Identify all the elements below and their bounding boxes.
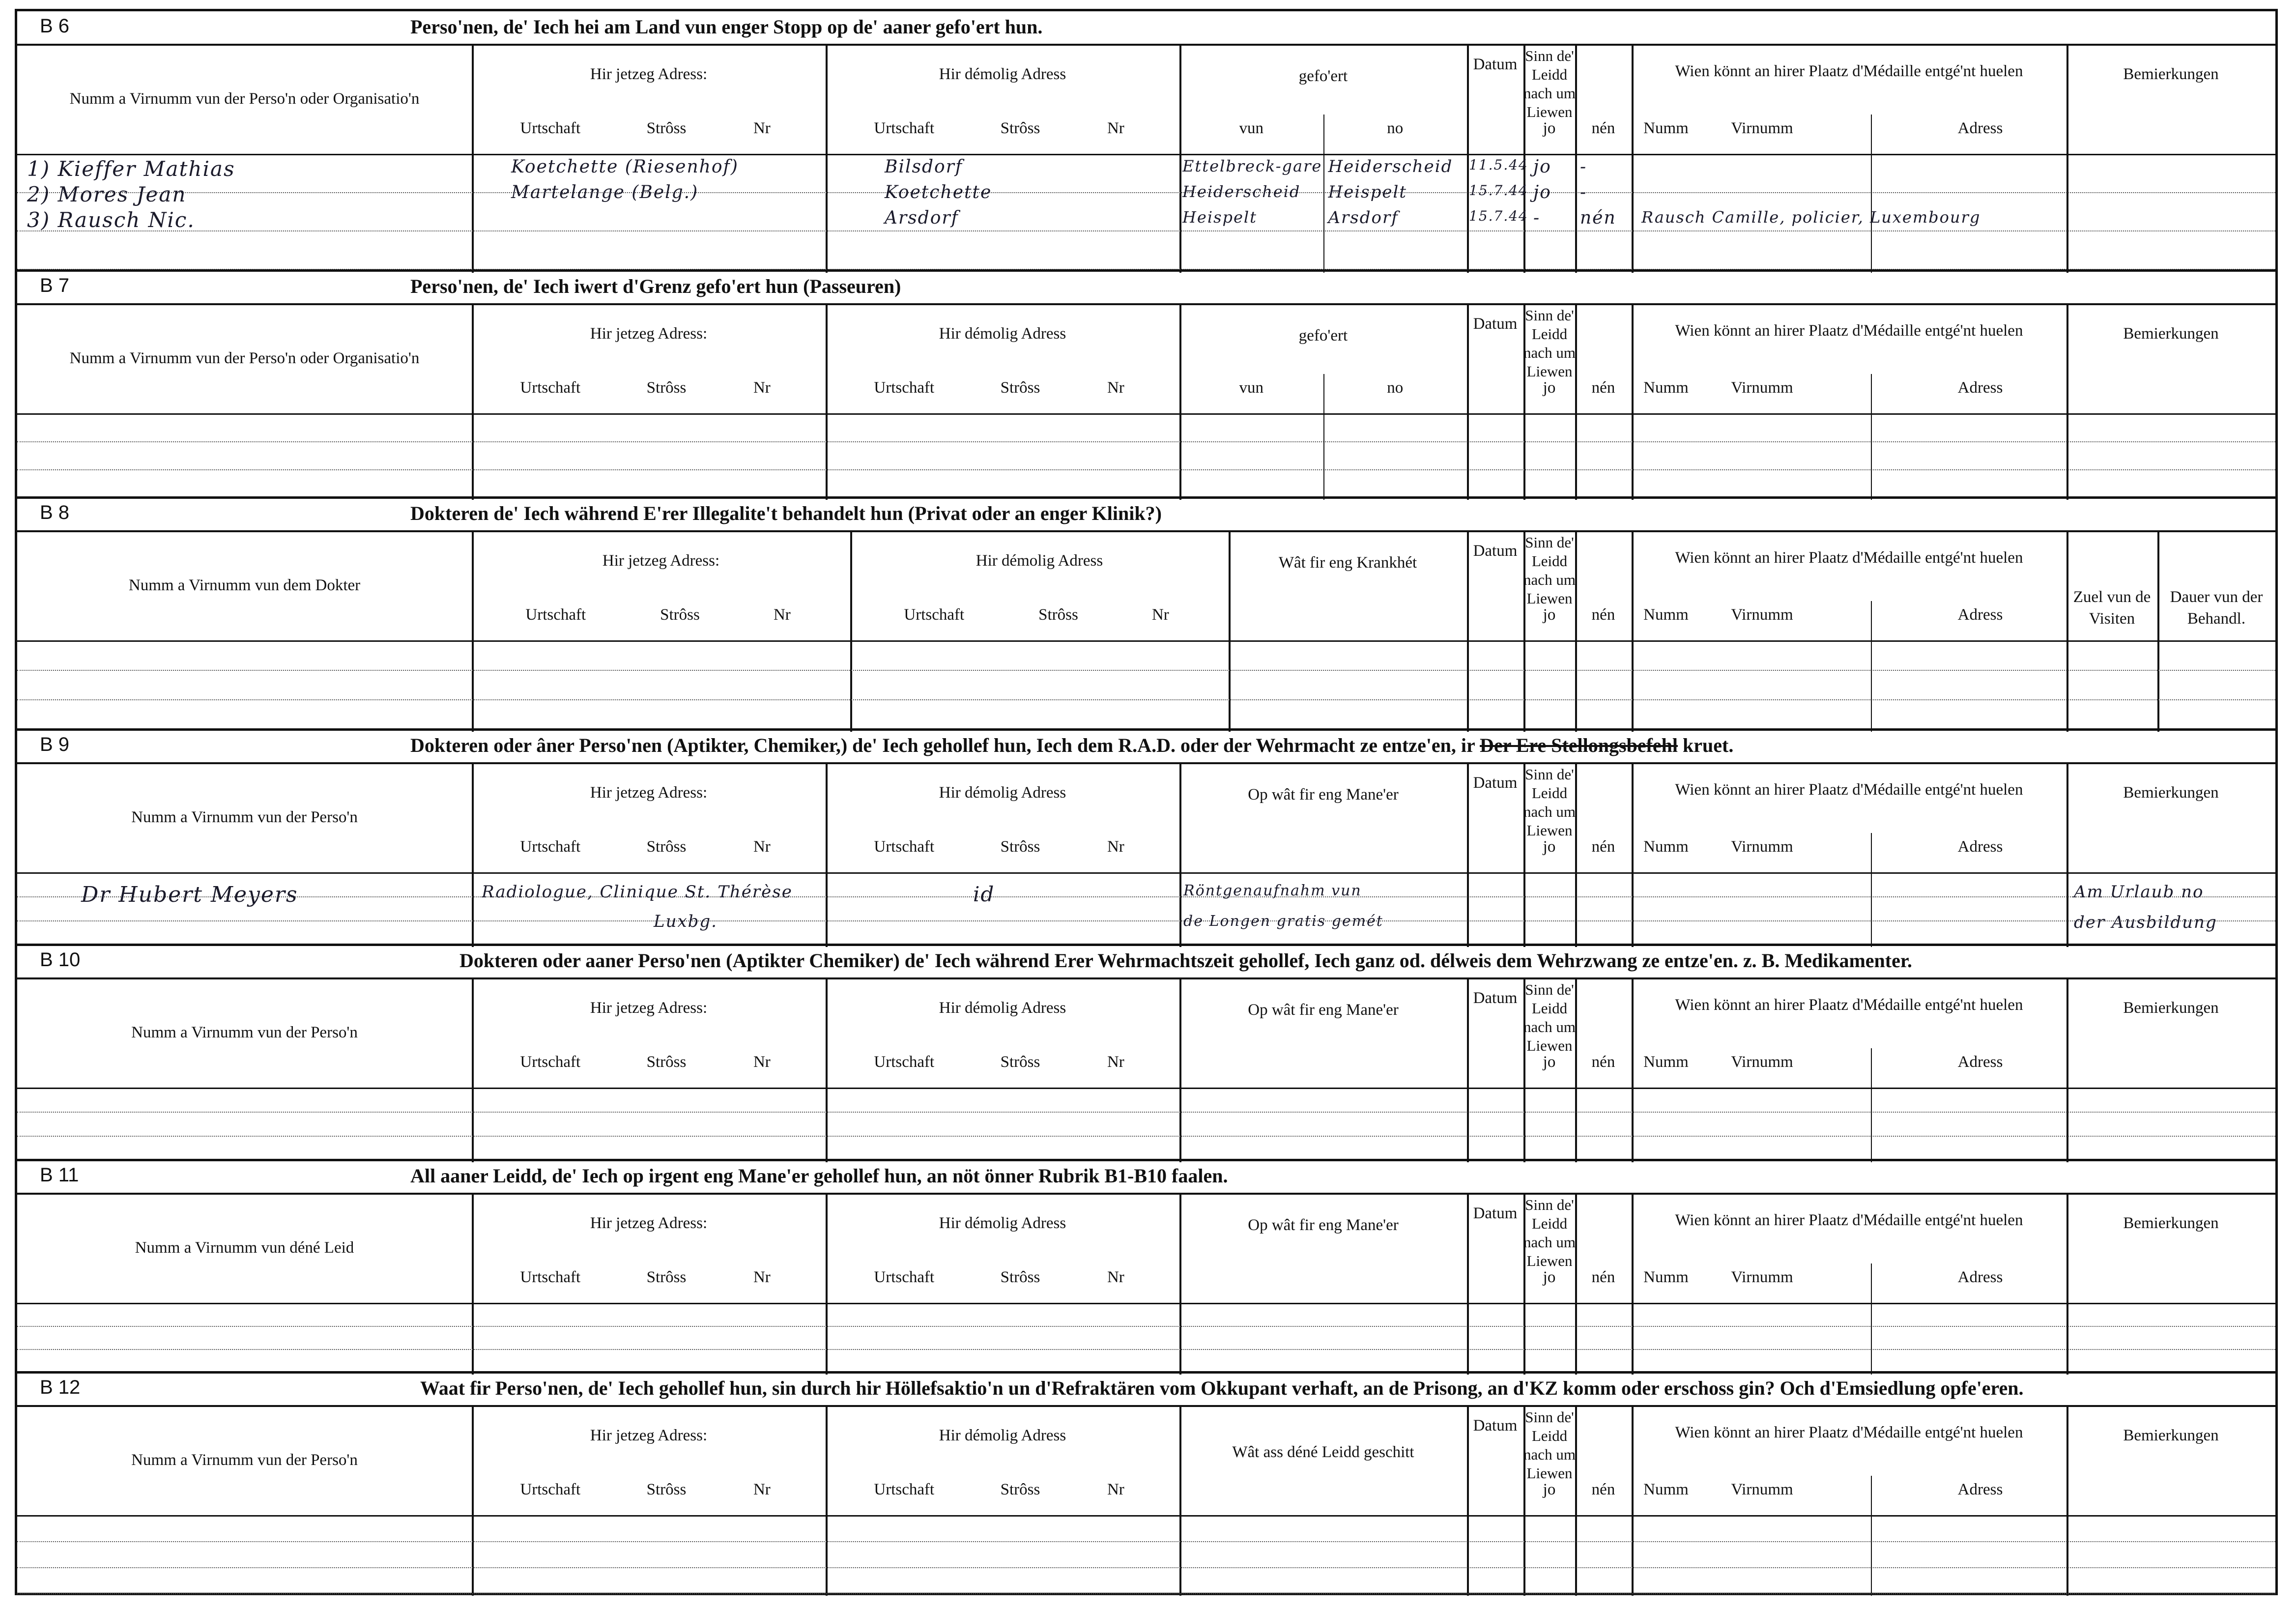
- address-subheader: Urtschaft: [520, 1481, 581, 1498]
- entry-line: [17, 230, 2275, 231]
- address-subheader: Strôss: [646, 119, 687, 137]
- entry-current-address: Martelange (Belg.): [511, 182, 699, 202]
- former-address-header: Hir démolig Adress: [939, 999, 1066, 1017]
- section-title-bar: [17, 498, 2275, 530]
- alive-header: Sinn de' Leidd nach um Liewen: [1523, 1196, 1576, 1269]
- yes-header: jo: [1543, 838, 1556, 856]
- former-address-header: Hir démolig Adress: [939, 325, 1066, 343]
- section-b9: [17, 730, 2275, 945]
- current-address-header: Hir jetzeg Adress:: [590, 784, 708, 802]
- date-header: Datum: [1473, 1417, 1518, 1435]
- section-title: Dokteren de' Iech während E'rer Illegalite't behandelt hun (Privat oder an enger Klinik?): [410, 502, 1162, 524]
- address-subheader: Strôss: [646, 1053, 687, 1071]
- section-code: B 9: [40, 734, 70, 755]
- name-column-header: Numm a Virnumm vun der Perso'n: [131, 1024, 358, 1041]
- date-header: Datum: [1473, 1205, 1518, 1222]
- medal-header: Wien könnt an hirer Plaatz d'Médaille entgé'nt huelen: [1675, 322, 2023, 340]
- date-header: Datum: [1473, 542, 1518, 560]
- medal-header: Wien könnt an hirer Plaatz d'Médaille entgé'nt huelen: [1675, 996, 2023, 1014]
- address-subheader: Strôss: [1038, 606, 1078, 624]
- refractaire-form: [15, 9, 2278, 1595]
- section-b8: [17, 498, 2275, 730]
- remarks-header: Bemierkungen: [2123, 325, 2219, 343]
- entry-remark-2: der Ausbildung: [2074, 913, 2217, 932]
- entry-line: [17, 1541, 2275, 1542]
- entry-line: [17, 699, 2275, 700]
- section-title-bar: [17, 730, 2275, 762]
- medal-name-header: Numm: [1643, 379, 1689, 397]
- former-address-header: Hir démolig Adress: [939, 784, 1066, 802]
- column-divider: [1467, 532, 1469, 732]
- address-subheader: Strôss: [646, 1268, 687, 1286]
- current-address-header: Hir jetzeg Adress:: [590, 1214, 708, 1232]
- entry-method-2: de Longen gratis gemét: [1183, 913, 1383, 930]
- alive-header: Sinn de' Leidd nach um Liewen: [1523, 1408, 1576, 1482]
- section-code: B 10: [40, 949, 81, 971]
- section-title: Waat fir Perso'nen, de' Iech gehollef hun, sin durch hir Höllefsaktio'n un d'Refraktären vom Okkupant verhaft, an de Prisong, an d'KZ komm oder erschoss gin? Och d'Emsiedlung opfe'eren.: [420, 1377, 2024, 1399]
- entry-line: [17, 1136, 2275, 1137]
- section-code: B 8: [40, 502, 70, 523]
- entry-from: Ettelbreck-gare: [1182, 157, 1322, 175]
- section-title: All aaner Leidd, de' Iech op irgent eng Mane'er gehollef hun, an nöt önner Rubrik B1-B10 faalen.: [410, 1165, 1228, 1187]
- name-column-header: Numm a Virnumm vun dem Dokter: [128, 576, 361, 594]
- no-header: nén: [1591, 119, 1615, 137]
- address-subheader: Urtschaft: [874, 379, 935, 397]
- section-title-bar: [17, 1160, 2275, 1193]
- address-subheader: Urtschaft: [520, 1053, 581, 1071]
- medal-header: Wien könnt an hirer Plaatz d'Médaille entgé'nt huelen: [1675, 62, 2023, 80]
- address-subheader: Urtschaft: [520, 838, 581, 856]
- name-column-header: Numm a Virnumm vun der Perso'n: [131, 808, 358, 826]
- current-address-header: Hir jetzeg Adress:: [590, 999, 708, 1017]
- address-subheader: Nr: [1107, 1053, 1124, 1071]
- address-subheader: Urtschaft: [520, 119, 581, 137]
- entry-medal: Rausch Camille, policier, Luxembourg: [1641, 208, 1981, 227]
- address-subheader: Nr: [1107, 119, 1124, 137]
- entry-no: -: [1580, 157, 1587, 177]
- entry-line: [17, 896, 2275, 897]
- to-header: no: [1387, 379, 1404, 397]
- sub-divider: [1871, 1263, 1872, 1375]
- yes-header: jo: [1543, 379, 1556, 397]
- header-divider: [17, 154, 2275, 155]
- entry-method: Röntgenaufnahm vun: [1183, 882, 1362, 899]
- entry-current-address-2: Luxbg.: [654, 912, 718, 931]
- medal-name-header: Numm: [1643, 1053, 1689, 1071]
- method-header: Wât fir eng Krankhét: [1278, 554, 1417, 572]
- entry-former-address: Bilsdorf: [885, 157, 963, 177]
- header-divider: [17, 1303, 2275, 1304]
- address-subheader: Urtschaft: [874, 119, 935, 137]
- section-grid: [17, 762, 2275, 947]
- entry-current-address: Koetchette (Riesenhof): [511, 157, 739, 177]
- address-subheader: Nr: [773, 606, 791, 624]
- date-header: Datum: [1473, 774, 1518, 792]
- name-column-header: Numm a Virnumm vun der Perso'n oder Organisatio'n: [69, 90, 420, 108]
- medal-header: Wien könnt an hirer Plaatz d'Médaille entgé'nt huelen: [1675, 549, 2023, 567]
- former-address-header: Hir démolig Adress: [939, 1214, 1066, 1232]
- section-title-bar: [17, 11, 2275, 44]
- section-code: B 12: [40, 1377, 81, 1398]
- method-header: gefo'ert: [1298, 67, 1348, 85]
- section-title: Perso'nen, de' Iech iwert d'Grenz gefo'ert hun (Passeuren): [410, 275, 901, 297]
- alive-header: Sinn de' Leidd nach um Liewen: [1523, 47, 1576, 120]
- former-address-header: Hir démolig Adress: [939, 65, 1066, 83]
- address-subheader: Strôss: [1000, 119, 1040, 137]
- entry-line: [17, 1567, 2275, 1568]
- name-column-header: Numm a Virnumm vun der Perso'n oder Organisatio'n: [69, 349, 420, 367]
- method-header: gefo'ert: [1298, 327, 1348, 344]
- current-address-header: Hir jetzeg Adress:: [590, 325, 708, 343]
- section-b10: [17, 945, 2275, 1160]
- address-subheader: Urtschaft: [904, 606, 965, 624]
- address-subheader: Strôss: [1000, 1481, 1040, 1498]
- no-header: nén: [1591, 606, 1615, 624]
- entry-no: nén: [1580, 208, 1616, 228]
- medal-address-header: Adress: [1957, 119, 2003, 137]
- to-header: no: [1387, 119, 1404, 137]
- header-divider: [17, 1088, 2275, 1089]
- sub-divider: [1323, 115, 1324, 273]
- yes-header: jo: [1543, 606, 1556, 624]
- date-header: Datum: [1473, 315, 1518, 333]
- address-subheader: Strôss: [646, 379, 687, 397]
- address-subheader: Strôss: [660, 606, 700, 624]
- entry-yes: -: [1533, 208, 1541, 228]
- name-column-header: Numm a Virnumm vun der Perso'n: [131, 1451, 358, 1469]
- entry-line: [17, 1593, 2275, 1594]
- medal-name-header: Numm: [1643, 606, 1689, 624]
- address-subheader: Nr: [1151, 606, 1169, 624]
- entry-line: [17, 920, 2275, 921]
- section-grid: [17, 977, 2275, 1162]
- section-b12: [17, 1373, 2275, 1594]
- medal-address-header: Adress: [1957, 1481, 2003, 1498]
- date-header: Datum: [1473, 56, 1518, 73]
- medal-name-header: Numm: [1643, 1481, 1689, 1498]
- sub-divider: [1871, 601, 1872, 732]
- medal-address-header: Adress: [1957, 379, 2003, 397]
- entry-line: [17, 441, 2275, 442]
- header-divider: [17, 413, 2275, 415]
- entry-line: [17, 1349, 2275, 1350]
- address-subheader: Urtschaft: [520, 379, 581, 397]
- no-header: nén: [1591, 379, 1615, 397]
- section-b7: [17, 271, 2275, 498]
- address-subheader: Strôss: [1000, 838, 1040, 856]
- entry-name: 2) Mores Jean: [27, 182, 187, 206]
- no-header: nén: [1591, 1053, 1615, 1071]
- method-header: Op wât fir eng Mane'er: [1248, 1001, 1399, 1019]
- medal-name-header: Numm: [1643, 1268, 1689, 1286]
- section-grid: [17, 1405, 2275, 1596]
- address-subheader: Urtschaft: [874, 1053, 935, 1071]
- section-grid: [17, 303, 2275, 500]
- former-address-header: Hir démolig Adress: [976, 552, 1103, 570]
- medal-name-header: Numm: [1643, 838, 1689, 856]
- entry-name: 1) Kieffer Mathias: [27, 157, 235, 181]
- yes-header: jo: [1543, 1481, 1556, 1498]
- entry-name: Dr Hubert Meyers: [81, 882, 298, 907]
- treatment-duration-header: Dauer vun der Behandl.: [2170, 588, 2263, 628]
- medal-header: Wien könnt an hirer Plaatz d'Médaille entgé'nt huelen: [1675, 1211, 2023, 1229]
- medal-address-header: Adress: [1957, 1053, 2003, 1071]
- remarks-header: Bemierkungen: [2123, 784, 2219, 802]
- address-subheader: Urtschaft: [520, 1268, 581, 1286]
- address-subheader: Nr: [1107, 379, 1124, 397]
- entry-from: Heispelt: [1182, 208, 1258, 227]
- entry-yes: jo: [1533, 182, 1551, 202]
- sub-divider: [1871, 1476, 1872, 1596]
- address-subheader: Urtschaft: [525, 606, 586, 624]
- medal-firstname-header: Virnumm: [1731, 119, 1793, 137]
- header-divider: [17, 1515, 2275, 1517]
- from-header: vun: [1239, 119, 1263, 137]
- entry-former-address: id: [973, 882, 995, 906]
- medal-address-header: Adress: [1957, 838, 2003, 856]
- current-address-header: Hir jetzeg Adress:: [602, 552, 720, 570]
- section-grid: [17, 530, 2275, 732]
- method-header: Wât ass déné Leidd geschitt: [1232, 1443, 1414, 1461]
- entry-line: [17, 469, 2275, 470]
- entry-to: Arsdorf: [1328, 208, 1399, 228]
- yes-header: jo: [1543, 1053, 1556, 1071]
- section-title-bar: [17, 271, 2275, 303]
- address-subheader: Nr: [753, 1053, 771, 1071]
- address-subheader: Urtschaft: [874, 1268, 935, 1286]
- former-address-header: Hir démolig Adress: [939, 1427, 1066, 1444]
- medal-firstname-header: Virnumm: [1731, 838, 1793, 856]
- medal-firstname-header: Virnumm: [1731, 379, 1793, 397]
- alive-header: Sinn de' Leidd nach um Liewen: [1523, 766, 1576, 839]
- medal-address-header: Adress: [1957, 606, 2003, 624]
- section-grid: [17, 44, 2275, 273]
- entry-to: Heispelt: [1328, 182, 1407, 202]
- medal-firstname-header: Virnumm: [1731, 1268, 1793, 1286]
- no-header: nén: [1591, 1481, 1615, 1498]
- column-divider: [1467, 305, 1469, 500]
- section-b11: [17, 1160, 2275, 1373]
- current-address-header: Hir jetzeg Adress:: [590, 1427, 708, 1444]
- address-subheader: Strôss: [1000, 1268, 1040, 1286]
- header-divider: [17, 872, 2275, 874]
- address-subheader: Nr: [1107, 838, 1124, 856]
- entry-no: -: [1580, 182, 1587, 202]
- name-column-header: Numm a Virnumm vun déné Leid: [135, 1239, 354, 1257]
- entry-remark: Am Urlaub no: [2074, 882, 2204, 902]
- method-header: Op wât fir eng Mane'er: [1248, 786, 1399, 804]
- address-subheader: Nr: [753, 379, 771, 397]
- section-code: B 11: [40, 1164, 79, 1186]
- date-header: Datum: [1473, 989, 1518, 1007]
- current-address-header: Hir jetzeg Adress:: [590, 65, 708, 83]
- address-subheader: Nr: [1107, 1481, 1124, 1498]
- column-divider: [2157, 532, 2159, 732]
- address-subheader: Urtschaft: [874, 838, 935, 856]
- remarks-header: Bemierkungen: [2123, 1214, 2219, 1232]
- entry-date: 11.5.44: [1469, 157, 1528, 173]
- medal-name-header: Numm: [1643, 119, 1689, 137]
- medal-header: Wien könnt an hirer Plaatz d'Médaille entgé'nt huelen: [1675, 781, 2023, 799]
- address-subheader: Nr: [753, 1268, 771, 1286]
- entry-yes: jo: [1533, 157, 1551, 177]
- address-subheader: Nr: [753, 119, 771, 137]
- section-title-bar: [17, 945, 2275, 977]
- section-code: B 7: [40, 275, 70, 296]
- medal-firstname-header: Virnumm: [1731, 606, 1793, 624]
- no-header: nén: [1591, 1268, 1615, 1286]
- entry-date: 15.7.44: [1469, 208, 1528, 224]
- address-subheader: Strôss: [646, 838, 687, 856]
- entry-former-address: Arsdorf: [885, 208, 959, 228]
- header-divider: [17, 640, 2275, 642]
- medal-firstname-header: Virnumm: [1731, 1481, 1793, 1498]
- section-code: B 6: [40, 15, 70, 37]
- address-subheader: Strôss: [1000, 1053, 1040, 1071]
- entry-line: [17, 1326, 2275, 1327]
- alive-header: Sinn de' Leidd nach um Liewen: [1523, 307, 1576, 380]
- sub-divider: [1871, 1048, 1872, 1162]
- entry-line: [17, 192, 2275, 193]
- section-title: Perso'nen, de' Iech hei am Land vun enger Stopp op de' aaner gefo'ert hun.: [410, 16, 1043, 38]
- entry-name: 3) Rausch Nic.: [27, 208, 195, 232]
- sub-divider: [1871, 374, 1872, 500]
- visits-header: Zuel vun de Visiten: [2073, 588, 2151, 628]
- address-subheader: Strôss: [646, 1481, 687, 1498]
- column-divider: [2066, 532, 2068, 732]
- remarks-header: Bemierkungen: [2123, 65, 2219, 83]
- sub-divider: [1871, 833, 1872, 947]
- alive-header: Sinn de' Leidd nach um Liewen: [1523, 981, 1576, 1054]
- entry-former-address: Koetchette: [885, 182, 992, 202]
- section-title-bar: [17, 1373, 2275, 1405]
- yes-header: jo: [1543, 1268, 1556, 1286]
- medal-firstname-header: Virnumm: [1731, 1053, 1793, 1071]
- section-title: Dokteren oder aaner Perso'nen (Aptikter Chemiker) de' Iech während Erer Wehrmachtszeit gehollef, Iech ganz od. délweis dem Wehrzwang ze entze'en. z. B. Medikamenter.: [459, 949, 1912, 972]
- section-grid: [17, 1193, 2275, 1375]
- no-header: nén: [1591, 838, 1615, 856]
- remarks-header: Bemierkungen: [2123, 999, 2219, 1017]
- entry-to: Heiderscheid: [1328, 157, 1453, 176]
- section-b6: [17, 11, 2275, 271]
- section-title: Dokteren oder âner Perso'nen (Aptikter, Chemiker,) de' Iech gehollef hun, Iech dem R.A.D. oder der Wehrmacht ze entze'en, ir Der Ere Stellongsbefehl kruet.: [410, 734, 1734, 756]
- sub-divider: [1575, 115, 1576, 273]
- entry-line: [17, 670, 2275, 671]
- remarks-header: Bemierkungen: [2123, 1427, 2219, 1444]
- address-subheader: Nr: [1107, 1268, 1124, 1286]
- from-header: vun: [1239, 379, 1263, 397]
- alive-header: Sinn de' Leidd nach um Liewen: [1523, 534, 1576, 607]
- address-subheader: Strôss: [1000, 379, 1040, 397]
- entry-date: 15.7.44: [1469, 182, 1528, 199]
- address-subheader: Nr: [753, 1481, 771, 1498]
- medal-address-header: Adress: [1957, 1268, 2003, 1286]
- address-subheader: Urtschaft: [874, 1481, 935, 1498]
- sub-divider: [1871, 115, 1872, 273]
- entry-current-address: Radiologue, Clinique St. Thérèse: [482, 882, 793, 902]
- address-subheader: Nr: [753, 838, 771, 856]
- medal-header: Wien könnt an hirer Plaatz d'Médaille entgé'nt huelen: [1675, 1424, 2023, 1441]
- yes-header: jo: [1543, 119, 1556, 137]
- entry-from: Heiderscheid: [1182, 182, 1301, 201]
- method-header: Op wât fir eng Mane'er: [1248, 1216, 1399, 1234]
- entry-line: [17, 1112, 2275, 1113]
